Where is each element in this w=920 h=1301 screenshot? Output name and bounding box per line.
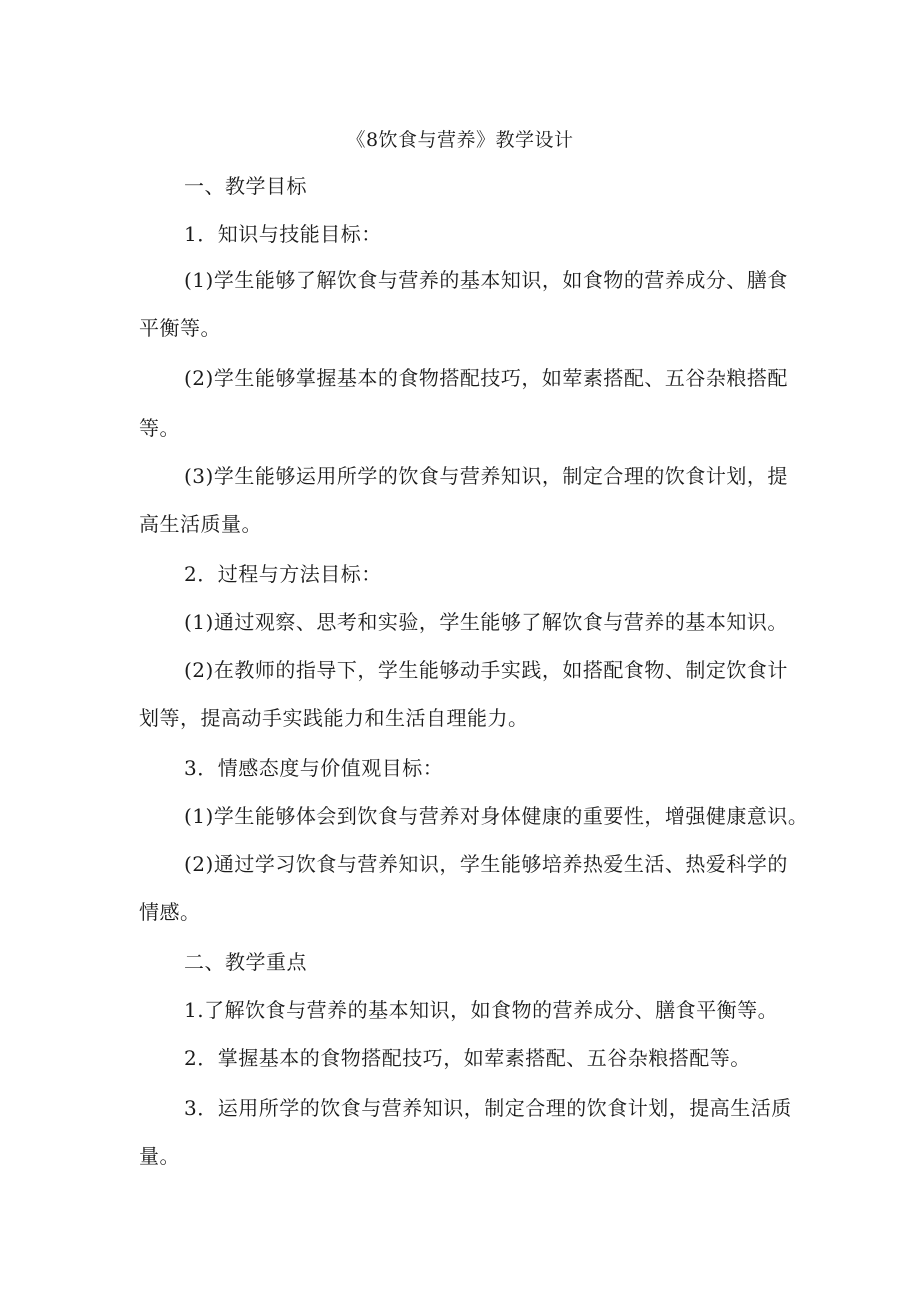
subheading-attitude-values: 3．情感态度与价值观目标： (184, 756, 444, 780)
paragraph-line: 量。 (139, 1144, 180, 1168)
paragraph-line: (1)通过观察、思考和实验，学生能够了解饮食与营养的基本知识。 (184, 610, 788, 634)
paragraph-line: (2)通过学习饮食与营养知识，学生能够培养热爱生活、热爱科学的 (184, 852, 788, 876)
paragraph-line: (1)学生能够体会到饮食与营养对身体健康的重要性，增强健康意识。 (184, 804, 809, 828)
document-title: 《8饮食与营养》教学设计 (346, 129, 574, 151)
section-heading-objectives: 一、教学目标 (184, 174, 307, 198)
paragraph-line: 2．掌握基本的食物搭配技巧，如荤素搭配、五谷杂粮搭配等。 (184, 1046, 751, 1070)
paragraph-line: (2)在教师的指导下，学生能够动手实践，如搭配食物、制定饮食计 (184, 658, 788, 682)
subheading-process-methods: 2．过程与方法目标： (184, 562, 382, 586)
paragraph-line: 3．运用所学的饮食与营养知识，制定合理的饮食计划，提高生活质 (184, 1096, 792, 1120)
paragraph-line: (3)学生能够运用所学的饮食与营养知识，制定合理的饮食计划，提 (184, 464, 788, 488)
section-heading-key-points: 二、教学重点 (184, 950, 307, 974)
paragraph-line: 等。 (139, 416, 180, 440)
subheading-knowledge-skills: 1．知识与技能目标： (184, 222, 382, 246)
paragraph-line: 划等，提高动手实践能力和生活自理能力。 (139, 706, 529, 730)
paragraph-line: (1)学生能够了解饮食与营养的基本知识，如食物的营养成分、膳食 (184, 268, 788, 292)
paragraph-line: (2)学生能够掌握基本的食物搭配技巧，如荤素搭配、五谷杂粮搭配 (184, 366, 788, 390)
paragraph-line: 高生活质量。 (139, 512, 262, 536)
paragraph-line: 1.了解饮食与营养的基本知识，如食物的营养成分、膳食平衡等。 (184, 998, 779, 1022)
paragraph-line: 平衡等。 (139, 316, 221, 340)
paragraph-line: 情感。 (139, 900, 201, 924)
